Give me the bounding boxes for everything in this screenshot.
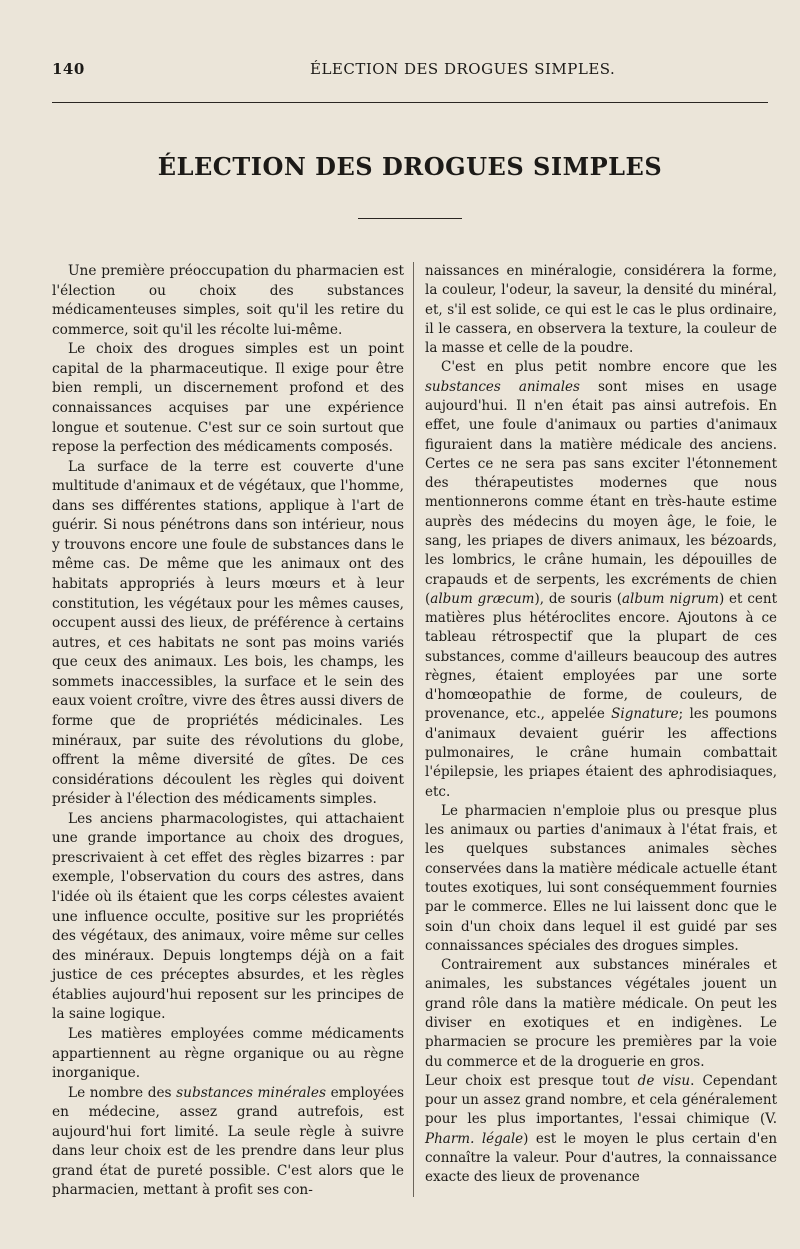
italic-term: album græcum xyxy=(430,590,535,607)
left-column xyxy=(52,262,404,1201)
text-run: Leur choix est presque tout xyxy=(425,1072,638,1089)
title-rule xyxy=(358,218,462,219)
right-column xyxy=(425,262,777,1188)
paragraph xyxy=(425,1072,777,1188)
running-title: ÉLECTION DES DROGUES SIMPLES. xyxy=(310,60,616,78)
text-run: sont mises en usage aujourd'hui. Il n'en était pas ainsi autrefois. En effet, une foule d'animaux ou parties d'animaux figuraient dans la matière médicale des anciens. Certes ce ne sera pas sans exciter l'étonnement des thérapeutistes modernes que nous mentionnerons comme étant en très-haute estime auprès des médecins du moyen âge, le foie, le sang, les priapes de divers animaux, les bézoards, les lombrics, le crâne humain, les dépouilles de crapauds et de serpents, les excréments de chien ( xyxy=(425,378,777,607)
paragraph: Une première préoccupation du pharmacien est l'élection ou choix des substances médicamenteuses simples, soit qu'il les retire du commerce, soit qu'il les récolte lui-même. xyxy=(52,263,404,338)
paragraph: naissances en minéralogie, considérera la forme, la couleur, l'odeur, la saveur, la densité du minéral, et, s'il est solide, ce qui est le cas le plus ordinaire, il le cassera, en observera la texture, la couleur de la masse et celle de la poudre. xyxy=(425,263,777,357)
text-run: Le nombre des xyxy=(68,1084,177,1101)
italic-term: Signature xyxy=(611,706,679,723)
paragraph: Contrairement aux substances minérales et animales, les substances végétales jouent un grand rôle dans la matière médicale. On peut les diviser en exotiques et en indigènes. Le pharmacien se procure les premières par la voie du commerce et de la droguerie en gros. xyxy=(425,957,777,1070)
text-run: ; les poumons d'animaux devaient guérir les affections pulmonaires, le crâne humain combattait l'épilepsie, les priapes étaient des aphrodisiaques, etc. xyxy=(425,706,777,800)
column-divider xyxy=(413,262,414,1197)
text-run: . Cependant pour un assez grand nombre, et cela généralement pour les plus importantes, l'essai chimique (V. xyxy=(425,1072,777,1128)
paragraph: Le choix des drogues simples est un point capital de la pharmaceutique. Il exige pour être bien rempli, un discernement profond et des connaissances acquises par une expérience longue et soutenue. C'est sur ce soin surtout que repose la perfection des médicaments composés. xyxy=(52,341,404,456)
italic-term: album nigrum xyxy=(621,590,719,607)
page-number: 140 xyxy=(52,60,85,78)
italic-term: substances minérales xyxy=(176,1084,327,1101)
header-rule xyxy=(52,102,768,103)
chapter-title: ÉLECTION DES DROGUES SIMPLES xyxy=(157,152,663,181)
paragraph xyxy=(425,358,777,801)
running-head xyxy=(52,60,768,82)
text-run: C'est en plus petit nombre encore que les xyxy=(441,359,777,376)
paragraph: Les matières employées comme médicaments appartiennent au règne organique ou au règne inorganique. xyxy=(52,1025,404,1082)
text-run: ), de souris ( xyxy=(534,590,622,607)
text-run: ) et cent matières plus hétéroclites encore. Ajoutons à ce tableau rétrospectif que la plupart de ces substances, comme d'ailleurs beaucoup des autres règnes, étaient employées par une sorte d'homœopathie de forme, de couleurs, de provenance, etc., appelée xyxy=(425,590,778,723)
italic-term: Pharm. légale xyxy=(425,1130,524,1147)
text-run: ) est le moyen le plus certain d'en connaître la valeur. Pour d'autres, la connaissance exacte des lieux de provenance xyxy=(425,1130,778,1186)
paragraph: Le pharmacien n'emploie plus ou presque plus les animaux ou parties d'animaux à l'état frais, et les quelques substances animales sèches conservées dans la matière médicale actuelle étant toutes exotiques, lui sont conséquemment fournies par le commerce. Elles ne lui laissent donc que le soin d'un choix dans lequel il est guidé par ses connaissances spéciales des drogues simples. xyxy=(425,802,777,954)
italic-term: de visu xyxy=(637,1072,691,1089)
paragraph: La surface de la terre est couverte d'une multitude d'animaux et de végétaux, que l'homme, dans ses différentes stations, applique à l'art de guérir. Si nous pénétrons dans son intérieur, nous y trouvons encore une foule de substances dans le même cas. De même que les animaux ont des habitats appropriés à leurs mœurs et à leur constitution, les végétaux pour les mêmes causes, occupent aussi des lieux, de préférence à certains autres, et ces habitats ne sont pas moins variés que ceux des animaux. Les bois, les champs, les sommets inaccessibles, la surface et le sein des eaux voient croître, vivre des êtres aussi divers de forme que de propriétés médicinales. Les minéraux, par suite des révolutions du globe, offrent la même diversité de gîtes. De ces considérations découlent les règles qui doivent présider à l'élection des médicaments simples. xyxy=(52,458,404,808)
italic-term: substances animales xyxy=(425,378,580,395)
text-run: employées en médecine, assez grand autrefois, est aujourd'hui fort limité. La seule règle à suivre dans leur choix est de les prendre dans leur plus grand état de pureté possible. C'est alors que le pharmacien, mettant à profit ses con- xyxy=(52,1084,404,1199)
paragraph xyxy=(52,1084,404,1201)
paragraph: Les anciens pharmacologistes, qui attachaient une grande importance au choix des drogues, prescrivaient à cet effet des règles bizarres : par exemple, l'observation du cours des astres, dans l'idée où ils étaient que les corps célestes avaient une influence occulte, positive sur les propriétés des végétaux, des animaux, voire même sur celles des minéraux. Depuis longtemps déjà on a fait justice de ces préceptes absurdes, et les règles établies aujourd'hui reposent sur les principes de la saine logique. xyxy=(52,810,404,1023)
